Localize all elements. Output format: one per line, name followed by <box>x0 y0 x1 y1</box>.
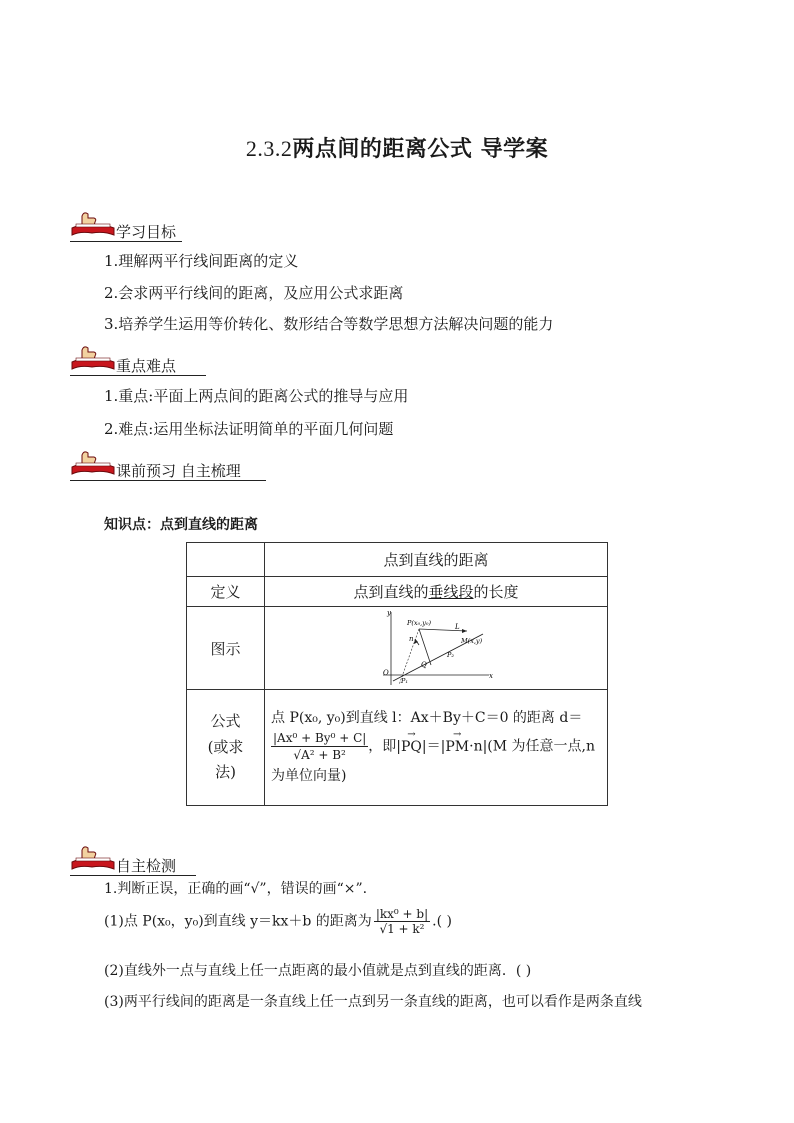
vector-pm: → PM <box>445 738 469 757</box>
section-underline <box>70 875 196 876</box>
table-row <box>187 577 608 607</box>
table-row <box>187 543 608 577</box>
definition-label: 定义 <box>187 577 265 607</box>
title-number: 2.3.2 <box>245 136 293 161</box>
y-axis-label: y <box>387 609 391 617</box>
fraction-denominator: √1 + k² <box>379 922 425 936</box>
fraction-numerator: |Ax⁰ + By⁰ + C| <box>271 730 368 747</box>
definition-text-pre: 点到直线的 <box>353 583 429 601</box>
table-corner-cell <box>187 543 265 577</box>
arrow-head <box>462 629 467 633</box>
formula-label-line: (或求 <box>207 737 244 756</box>
fraction-denominator: √A² + B² <box>293 748 346 762</box>
question-1 <box>104 907 452 936</box>
goal-item-1: 1.理解两平行线间距离的定义 <box>104 252 299 270</box>
table-row <box>187 690 608 806</box>
formula-text: ，即| <box>368 738 402 755</box>
key-item-2: 2.难点:运用坐标法证明简单的平面几何问题 <box>104 420 394 438</box>
question-3: (3)两平行线间的距离是一条直线上任一点到另一条直线的距离，也可以看作是两条直线 <box>104 994 642 1010</box>
section-goals <box>70 208 182 242</box>
question-1-fraction <box>374 907 430 936</box>
origin-label: O <box>383 669 389 677</box>
key-item-1: 1.重点:平面上两点间的距离公式的推导与应用 <box>104 387 409 405</box>
question-1-answer-blank: .( ) <box>432 913 452 930</box>
figure-cell <box>265 607 608 690</box>
section-underline <box>70 480 266 481</box>
formula-line-2 <box>271 730 601 763</box>
thumbs-up-book-icon <box>70 447 116 477</box>
formula-text: ·n|(M 为任意一点,n <box>469 738 596 755</box>
goal-item-2: 2.会求两平行线间的距离，及应用公式求距离 <box>104 284 404 302</box>
goal-item-3: 3.培养学生运用等价转化、数形结合等数学思想方法解决问题的能力 <box>104 315 554 333</box>
section-key-points <box>70 342 206 376</box>
definition-text-post: 的长度 <box>473 583 519 601</box>
formula-label <box>187 690 265 806</box>
point-m-label: M(x,y) <box>461 637 483 645</box>
fraction-numerator: |kx⁰ + b| <box>375 907 429 921</box>
section-self-check-label: 自主检测 <box>116 857 177 875</box>
section-goals-label: 学习目标 <box>116 223 177 241</box>
x-axis-label: x <box>489 672 493 680</box>
definition-text-emphasis: 垂线段 <box>428 583 474 601</box>
table-header-cell: 点到直线的距离 <box>265 543 608 577</box>
section-underline <box>70 375 206 376</box>
question-2: (2)直线外一点与直线上任一点距离的最小值就是点到直线的距离．( ) <box>104 963 532 979</box>
perpendicular-segment <box>419 629 431 665</box>
knowledge-table <box>186 542 608 806</box>
title-text: 两点间的距离公式 导学案 <box>292 136 549 162</box>
section-self-check <box>70 842 196 876</box>
distance-fraction <box>271 730 368 763</box>
point-line-distance-figure <box>371 609 501 687</box>
question-1-text: (1)点 P(x₀，y₀)到直线 y＝kx＋b 的距离为 <box>104 913 372 930</box>
point-p1-label: P₁ <box>401 677 408 685</box>
point-q-label: Q <box>421 661 427 669</box>
section-preview <box>70 447 266 481</box>
formula-line-1: 点 P(x₀, y₀)到直线 l：Ax＋By＋C＝0 的距离 d＝ <box>271 709 583 726</box>
segment-pm <box>419 629 467 631</box>
vector-pq: → PQ <box>401 738 422 757</box>
question-intro: 1.判断正误，正确的画“√”，错误的画“×”. <box>104 881 368 897</box>
section-underline <box>70 241 182 242</box>
thumbs-up-book-icon <box>70 342 116 372</box>
formula-label-line: 法) <box>215 763 236 782</box>
page-title <box>0 132 794 163</box>
vector-n-label: n <box>409 635 414 643</box>
formula-line-3: 为单位向量) <box>271 768 347 785</box>
knowledge-point-title: 知识点：点到直线的距离 <box>104 517 258 533</box>
definition-cell <box>265 577 608 607</box>
formula-text: |＝| <box>421 738 446 755</box>
section-key-points-label: 重点难点 <box>116 357 177 375</box>
table-row <box>187 607 608 690</box>
formula-cell <box>265 690 608 806</box>
thumbs-up-book-icon <box>70 208 116 238</box>
figure-label: 图示 <box>187 607 265 690</box>
point-p2-label: P₂ <box>447 651 454 659</box>
section-preview-label: 课前预习 自主梳理 <box>116 462 241 480</box>
line-l-label: L <box>455 623 460 631</box>
thumbs-up-book-icon <box>70 842 116 872</box>
formula-label-line: 公式 <box>210 712 241 731</box>
point-p-label: P(x₀,y₀) <box>407 619 432 627</box>
